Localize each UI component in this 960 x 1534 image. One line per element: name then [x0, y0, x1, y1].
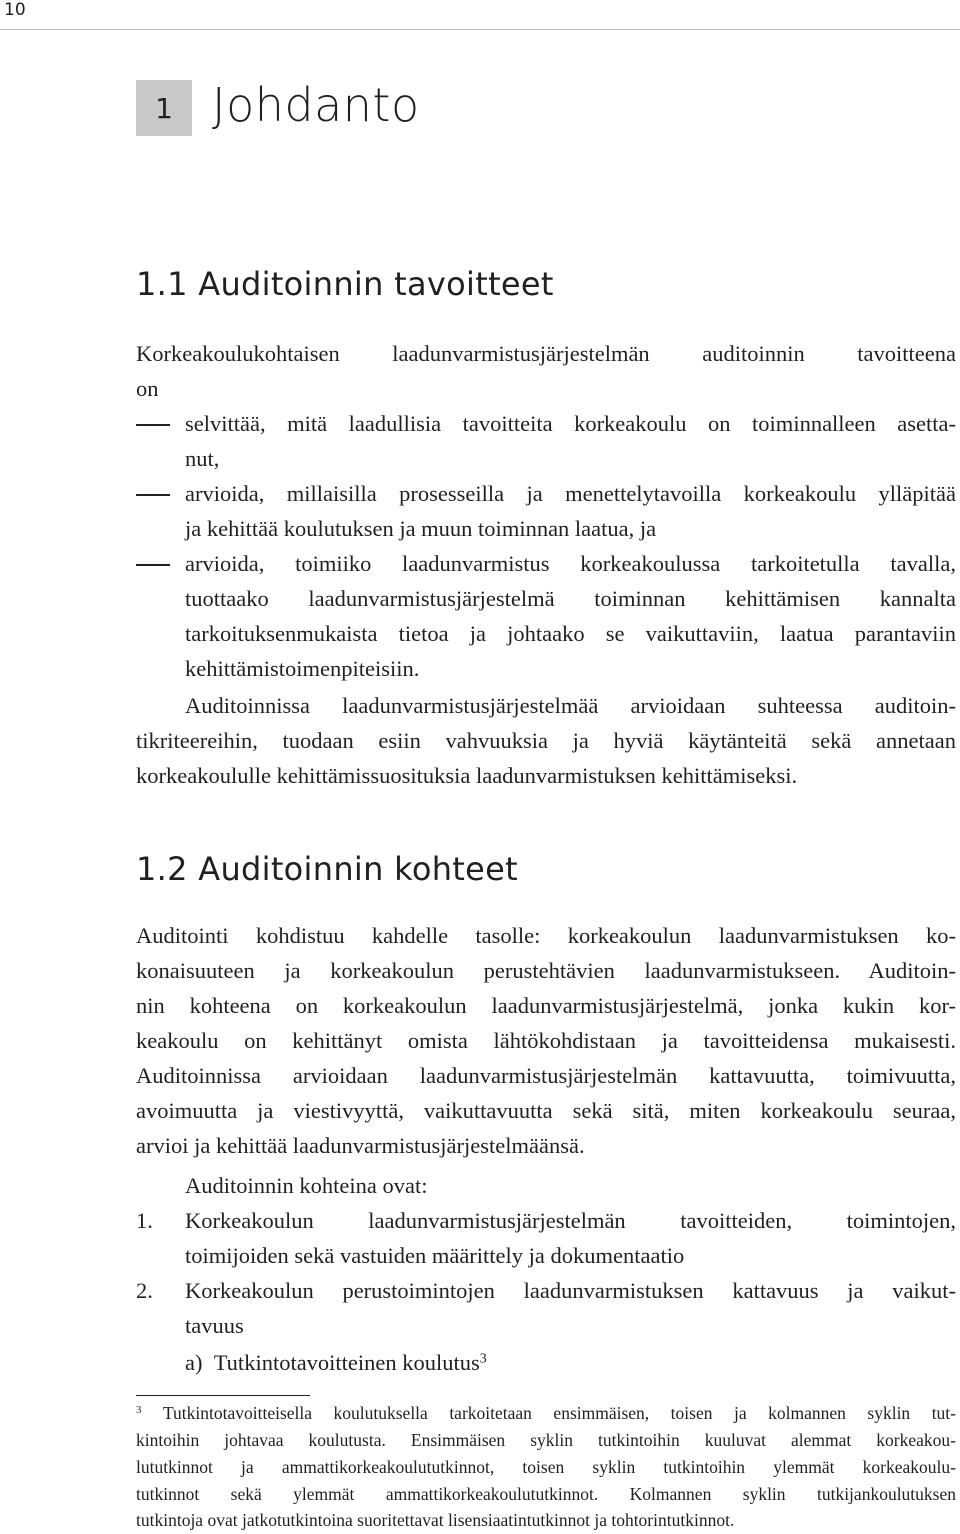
paragraph-line: korkeakoululle kehittämissuosituksia laadunvarmistuksen kehittämiseksi.: [136, 763, 798, 788]
list-dash: [136, 424, 170, 426]
numbered-item-line: toimijoiden sekä vastuiden määrittely ja dokumentaatio: [185, 1243, 685, 1268]
sub-item: [185, 1345, 956, 1381]
chapter-title: Johdanto: [212, 78, 420, 132]
paragraph-line: arvioi ja kehittää laadunvarmistusjärjestelmäänsä.: [136, 1133, 585, 1158]
sub-item-label: a): [185, 1350, 203, 1375]
list-dash: [136, 564, 170, 566]
paragraph-line: Auditoinnissa laadunvarmistusjärjestelmää arvioidaan suhteessa auditoin-: [185, 693, 956, 718]
list-dash: [136, 494, 170, 496]
paragraph-line: konaisuuteen ja korkeakoulun perustehtävien laadunvarmistukseen. Auditoin-: [136, 958, 956, 983]
footnote-line: lututkinnot ja ammattikorkeakoulututkinnot, toisen syklin tutkintoihin ylemmät korkeakoulu-: [136, 1457, 956, 1477]
section-title-1-2: 1.2 Auditoinnin kohteet: [136, 850, 518, 888]
list-item-line: arvioida, toimiiko laadunvarmistus korkeakoulussa tarkoitetulla tavalla,: [185, 551, 956, 576]
paragraph-line: nin kohteena on korkeakoulun laadunvarmistusjärjestelmä, jonka kukin kor-: [136, 993, 956, 1018]
numbered-item-line: Korkeakoulun laadunvarmistusjärjestelmän tavoitteiden, toimintojen,: [185, 1208, 956, 1233]
paragraph-line: avoimuutta ja viestivyyttä, vaikuttavuutta sekä sitä, miten korkeakoulu seuraa,: [136, 1098, 956, 1123]
paragraph-line: Auditointi kohdistuu kahdelle tasolle: korkeakoulun laadunvarmistuksen ko-: [136, 923, 956, 948]
page-number: 10: [4, 0, 26, 20]
list-number: 2.: [136, 1278, 153, 1303]
list-item-line: tuottaako laadunvarmistusjärjestelmä toiminnan kehittämisen kannalta: [185, 586, 956, 611]
paragraph-line: tikriteereihin, tuodaan esiin vahvuuksia ja hyviä käytänteitä sekä annetaan: [136, 728, 956, 753]
list-item-line: kehittämistoimenpiteisiin.: [185, 656, 420, 681]
footnote-reference[interactable]: 3: [479, 1351, 487, 1367]
list-number: 1.: [136, 1208, 153, 1233]
numbered-item-line: Korkeakoulun perustoimintojen laadunvarmistuksen kattavuus ja vaikut-: [185, 1278, 956, 1303]
targets-intro: Auditoinnin kohteina ovat:: [185, 1173, 428, 1198]
sub-item-text: Tutkintotavoitteinen koulutus: [213, 1350, 480, 1375]
list-item-line: arvioida, millaisilla prosesseilla ja menettelytavoilla korkeakoulu ylläpitää: [185, 481, 956, 506]
intro-line: on: [136, 376, 159, 401]
chapter-number: 1: [155, 91, 173, 125]
paragraph-line: keakoulu on kehittänyt omista lähtökohdistaan ja tavoitteidensa mukaisesti.: [136, 1028, 956, 1053]
footnote-line: tutkintoja ovat jatkotutkintoina suoritettavat lisensiaatintutkinnot ja tohtorintutkinnot.: [136, 1510, 735, 1530]
section-title-1-1: 1.1 Auditoinnin tavoitteet: [136, 265, 554, 303]
footnote-text: Tutkintotavoitteisella koulutuksella tarkoitetaan ensimmäisen, toisen ja kolmannen syklin tut-: [162, 1403, 956, 1423]
footnote-line: kintoihin johtavaa koulutusta. Ensimmäisen syklin tutkintoihin kuuluvat alemmat korkeakou-: [136, 1430, 956, 1450]
paragraph-line: Auditoinnissa arvioidaan laadunvarmistusjärjestelmän kattavuutta, toimivuutta,: [136, 1063, 956, 1088]
footnote-line: [136, 1400, 956, 1427]
chapter-number-box: [136, 80, 192, 136]
footnote-mark: 3: [136, 1404, 142, 1417]
numbered-item-line: tavuus: [185, 1313, 244, 1338]
list-item-line: tarkoituksenmukaista tietoa ja johtaako se vaikuttaviin, laatua parantaviin: [185, 621, 956, 646]
list-item-line: nut,: [185, 446, 220, 471]
header-rule: [0, 29, 960, 30]
list-item-line: ja kehittää koulutuksen ja muun toiminnan laatua, ja: [185, 516, 657, 541]
intro-line: Korkeakoulukohtaisen laadunvarmistusjärjestelmän auditoinnin tavoitteena: [136, 341, 956, 366]
footnote-line: tutkinnot sekä ylemmät ammattikorkeakoulututkinnot. Kolmannen syklin tutkijankoulutuksen: [136, 1484, 956, 1504]
list-item-line: selvittää, mitä laadullisia tavoitteita korkeakoulu on toiminnalleen asetta-: [185, 411, 956, 436]
footnote-rule: [136, 1395, 310, 1396]
